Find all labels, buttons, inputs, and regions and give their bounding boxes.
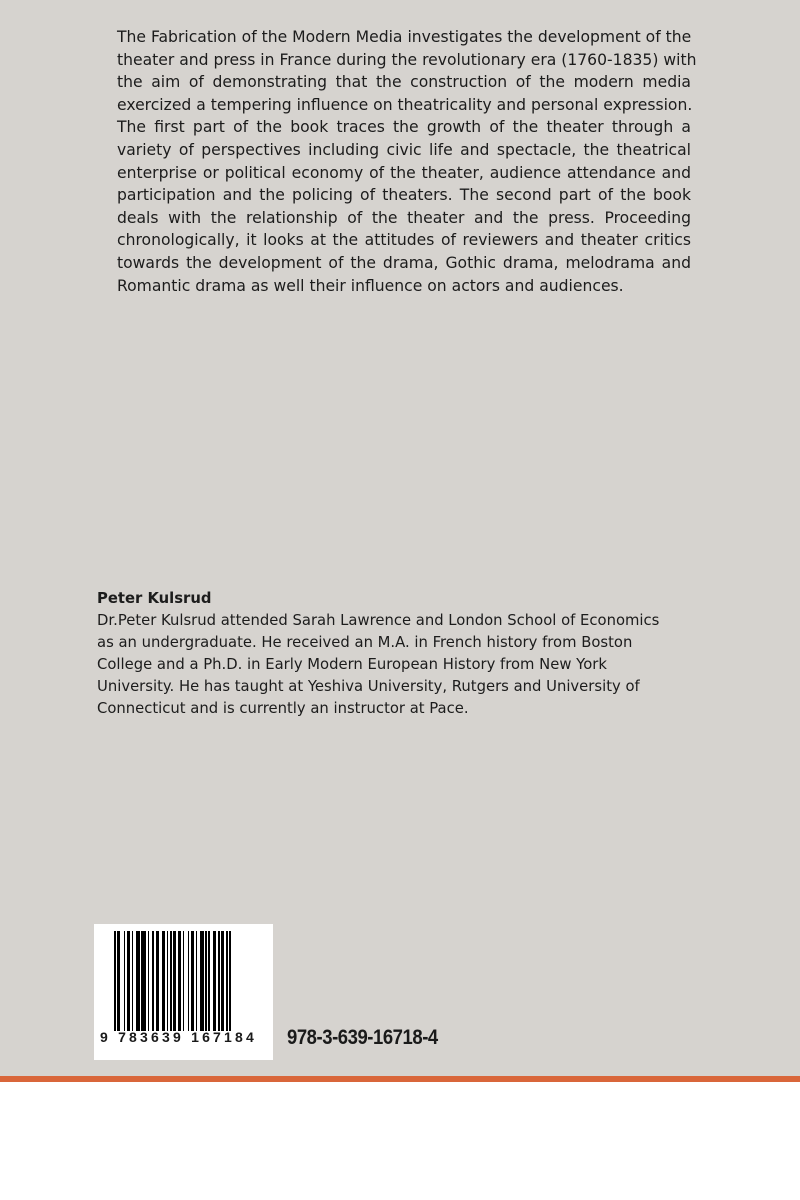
barcode-bar — [183, 931, 185, 1031]
bio-line: Dr.Peter Kulsrud attended Sarah Lawrence and London School of Economics — [97, 612, 660, 629]
barcode-bars — [114, 931, 266, 1039]
barcode-bar — [229, 931, 231, 1031]
description-line: exercized a tempering influence on theatricality and personal expression. — [117, 95, 693, 114]
barcode — [94, 924, 273, 1060]
barcode-bar — [157, 931, 159, 1031]
book-description — [117, 26, 697, 297]
barcode-bar — [114, 931, 116, 1031]
barcode-bar — [200, 931, 203, 1031]
bio-line: College and a Ph.D. in Early Modern European History from New York — [97, 656, 607, 673]
description-line: deals with the relationship of the theater and the press. Proceeding — [117, 208, 691, 227]
barcode-bar — [167, 931, 169, 1031]
barcode-bar — [218, 931, 220, 1031]
description-line: participation and the policing of theaters. The second part of the book — [117, 186, 691, 205]
description-line: enterprise or political economy of the theater, audience attendance and — [117, 163, 691, 182]
description-line: theater and press in France during the revolutionary era (1760-1835) with — [117, 50, 697, 69]
barcode-bar — [215, 931, 217, 1031]
bio-line: Connecticut and is currently an instructor at Pace. — [97, 700, 469, 717]
author-bio — [97, 588, 737, 720]
barcode-bar — [192, 931, 194, 1031]
barcode-bar — [127, 931, 130, 1031]
barcode-bar — [208, 931, 210, 1031]
barcode-bar — [175, 931, 177, 1031]
description-line: the aim of demonstrating that the construction of the modern media — [117, 73, 691, 92]
bio-line: as an undergraduate. He received an M.A. in French history from Boston — [97, 634, 633, 651]
accent-rule — [0, 1076, 800, 1082]
barcode-bar — [188, 931, 190, 1031]
barcode-bar — [119, 931, 121, 1031]
description-line: The Fabrication of the Modern Media investigates the development of the — [117, 28, 692, 46]
description-line: Romantic drama as well their influence on actors and audiences. — [117, 276, 624, 295]
barcode-bar — [162, 931, 165, 1031]
barcode-bar — [152, 931, 154, 1031]
barcode-bar — [226, 931, 228, 1031]
description-line: towards the development of the drama, Gothic drama, melodrama and — [117, 253, 691, 272]
bio-line: University. He has taught at Yeshiva University, Rutgers and University of — [97, 678, 640, 695]
isbn-number: 978-3-639-16718-4 — [287, 1026, 438, 1049]
barcode-bar — [196, 931, 198, 1031]
barcode-digits: 9 783639 167184 — [100, 1029, 257, 1045]
barcode-bar — [205, 931, 207, 1031]
author-name: Peter Kulsrud — [97, 590, 212, 607]
description-line: The first part of the book traces the growth of the theater through a — [117, 118, 691, 137]
barcode-bar — [170, 931, 172, 1031]
barcode-bar — [124, 931, 126, 1031]
barcode-bar — [221, 931, 224, 1031]
barcode-bar — [141, 931, 146, 1031]
barcode-bar — [138, 931, 140, 1031]
barcode-bar — [178, 931, 181, 1031]
barcode-bar — [148, 931, 150, 1031]
description-line: chronologically, it looks at the attitudes of reviewers and theater critics — [117, 231, 691, 250]
description-line: variety of perspectives including civic life and spectacle, the theatrical — [117, 140, 691, 159]
barcode-bar — [132, 931, 134, 1031]
